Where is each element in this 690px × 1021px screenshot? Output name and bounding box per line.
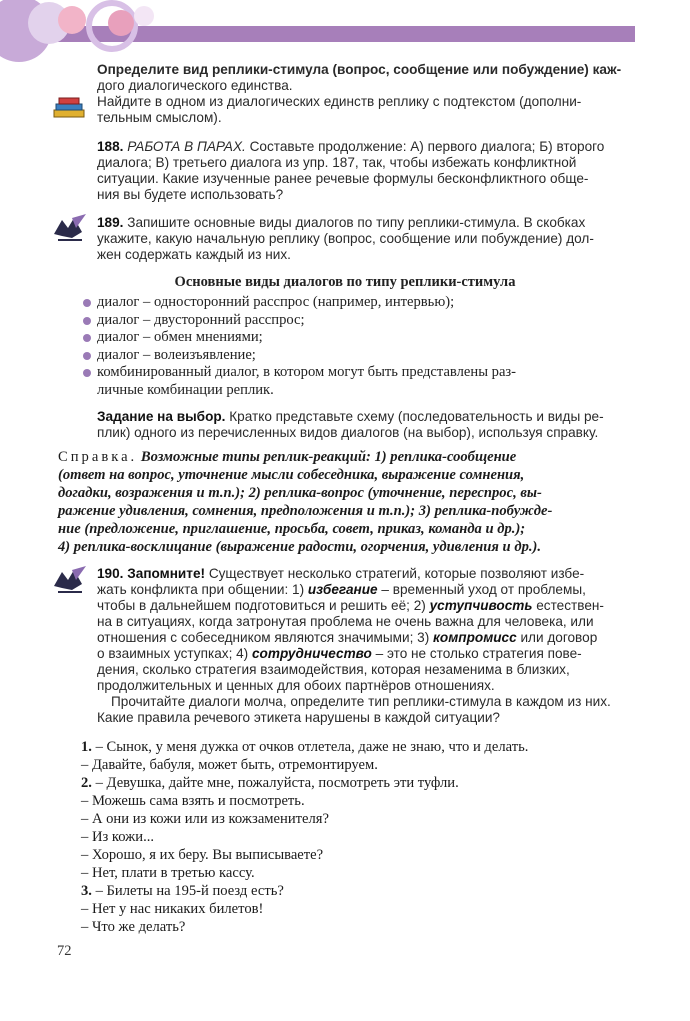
writing-icon bbox=[52, 214, 88, 242]
choice-line2: плик) одного из перечисленных видов диалогов (на выбор), используя справку. bbox=[97, 425, 599, 440]
ex188-mode: РАБОТА В ПАРАХ. bbox=[127, 139, 246, 154]
bullet-icon bbox=[83, 369, 91, 377]
ex189-line1: Запишите основные виды диалогов по типу реплики-стимула. В скобках bbox=[127, 215, 586, 230]
dialogue-line: 3. – Билеты на 195-й поезд есть? bbox=[81, 883, 284, 899]
dialogue-line: – Хорошо, я их беру. Вы выписываете? bbox=[81, 847, 324, 863]
reference-line: ражение удивления, сомнения, предположения и т.п.); 3) реплика-побужде- bbox=[58, 503, 553, 519]
ex188-line2: диалога; В) третьего диалога из упр. 187, так, чтобы избежать конфликтной bbox=[97, 155, 577, 170]
reference-line: Возможные типы реплик-реакций: 1) реплика-сообщение bbox=[140, 449, 517, 465]
exercise-189 bbox=[97, 215, 637, 263]
reference-line: ние (предложение, приглашение, просьба, совет, приказ, команда и др.); bbox=[58, 521, 526, 537]
choice-label: Задание на выбор. bbox=[97, 409, 226, 424]
ex190-number: 190. bbox=[97, 566, 124, 581]
types-item: диалог – обмен мнениями; bbox=[80, 329, 640, 347]
dialogue-line: 2. – Девушка, дайте мне, пожалуйста, посмотреть эти туфли. bbox=[81, 775, 459, 791]
strategy-term: уступчивость bbox=[429, 598, 533, 613]
writing-icon bbox=[52, 566, 88, 594]
reference-line: догадки, возражения и т.п.); 2) реплика-вопрос (уточнение, переспрос, вы- bbox=[58, 485, 542, 501]
choice-line1: Кратко представьте схему (последовательность и виды ре- bbox=[229, 409, 604, 424]
task-top-line3: Найдите в одном из диалогических единств реплику с подтекстом (дополни- bbox=[97, 94, 582, 109]
ex189-line2: укажите, какую начальную реплику (вопрос, сообщение или побуждение) дол- bbox=[97, 231, 594, 246]
reference-line: 4) реплика-восклицание (выражение радости, огорчения, удивления и др.). bbox=[58, 539, 542, 555]
dialogues bbox=[81, 738, 641, 936]
bullet-icon bbox=[83, 352, 91, 360]
dialogue-line: – А они из кожи или из кожзаменителя? bbox=[81, 811, 329, 827]
dialogue-line: – Можешь сама взять и посмотреть. bbox=[81, 793, 305, 809]
strategy-term: сотрудничество bbox=[252, 646, 372, 661]
dialogue-line: – Нет у нас никаких билетов! bbox=[81, 901, 264, 917]
task-top-line2: дого диалогического единства. bbox=[97, 78, 293, 93]
reference-label: Справка. bbox=[58, 449, 138, 465]
ex188-line1: Составьте продолжение: А) первого диалога; Б) второго bbox=[249, 139, 605, 154]
ex190-label: Запомните! bbox=[127, 566, 206, 581]
task-top-line4: тельным смыслом). bbox=[97, 110, 222, 125]
decor-circle-3 bbox=[58, 6, 86, 34]
reference-line: (ответ на вопрос, уточнение мысли собеседника, выражение сомнения, bbox=[58, 467, 525, 483]
types-title: Основные виды диалогов по типу реплики-стимула bbox=[174, 274, 516, 290]
dialogue-line: – Давайте, бабуля, может быть, отремонтируем. bbox=[81, 757, 378, 773]
types-item: диалог – двусторонний расспрос; bbox=[80, 312, 640, 330]
types-item: диалог – односторонний расспрос (например, интервью); bbox=[80, 294, 640, 312]
types-item-cont: личные комбинации реплик. bbox=[97, 381, 274, 398]
decor-circle-6 bbox=[134, 6, 154, 26]
books-icon bbox=[52, 96, 88, 120]
exercise-190: 190. Запомните! Существует несколько стратегий, которые позволяют избе- жать конфликта при общении: 1) избегание – временный уход от проблемы, чтобы в дальнейшем подготовиться и решить её; 2) уступчивость естествен- на в ситуациях, когда затронутая проблема не очень важна для человека, или отношения с собеседником являются значимыми; 3) компромисс или договор о взаимных уступках; 4) сотрудничество – это не столько стратегия пове- дения, сколько стратегия взаимодействия, которая незаменима в близких, продолжительных и ценных для обоих партнёров отношениях. Прочитайте диалоги молча, определите тип реплики-стимула в каждом из них. Какие правила речевого этикета нарушены в каждой ситуации? bbox=[97, 566, 611, 725]
decor-circle-5 bbox=[108, 10, 134, 36]
bullet-icon bbox=[83, 317, 91, 325]
ex188-line3: ситуации. Какие изученные ранее речевые формулы бесконфликтного обще- bbox=[97, 171, 589, 186]
dialogue-line: – Нет, плати в третью кассу. bbox=[81, 865, 255, 881]
choice-task bbox=[97, 409, 637, 441]
bullet-icon bbox=[83, 299, 91, 307]
ex188-line4: ния вы будете использовать? bbox=[97, 187, 284, 202]
ex189-line3: жен содержать каждый из них. bbox=[97, 247, 291, 262]
reference-block bbox=[58, 448, 638, 556]
task-top-line1: Определите вид реплики-стимула (вопрос, сообщение или побуждение) каж- bbox=[97, 62, 622, 77]
types-item: комбинированный диалог, в котором могут быть представлены раз- bbox=[80, 364, 640, 382]
ex189-number: 189. bbox=[97, 215, 124, 230]
strategy-term: избегание bbox=[307, 582, 378, 597]
page-number: 72 bbox=[57, 943, 72, 959]
dialogue-line: – Что же делать? bbox=[81, 919, 186, 935]
types-list bbox=[80, 294, 640, 399]
exercise-188 bbox=[97, 139, 637, 203]
ex188-number: 188. bbox=[97, 139, 124, 154]
dialogue-line: – Из кожи... bbox=[81, 829, 155, 845]
dialogue-line: 1. – Сынок, у меня дужка от очков отлетела, даже не знаю, что и делать. bbox=[81, 739, 529, 755]
task-top bbox=[97, 62, 637, 126]
strategy-term: компромисс bbox=[433, 630, 517, 645]
types-item: диалог – волеизъявление; bbox=[80, 347, 640, 365]
bullet-icon bbox=[83, 334, 91, 342]
